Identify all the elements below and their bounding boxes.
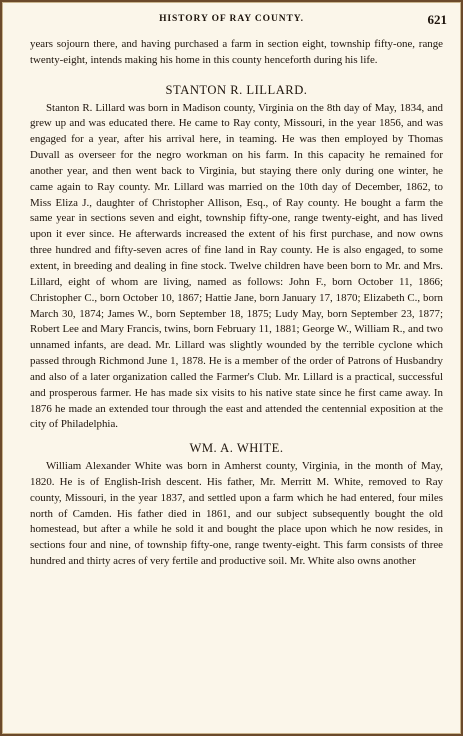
- section-body-wm-white: William Alexander White was born in Amherst county, Virginia, in the month of May, 1820. He is of English-Irish descent. His father, Mr. Merritt M. White, removed to Ray county, Missouri, in the year 1837, and settled upon a farm which he had entered, four miles north of Camden. His father died in 1861, and our subject subsequently bought the old homestead, but after a while he sold it and bought the place upon which he now resides, in sections four and nine, of township fifty-one, range twenty-eight. This farm consists of three hundred and thirty acres of very fertile and productive soil. Mr. White also owns another: [30, 460, 443, 568]
- page-body: [30, 37, 443, 570]
- page-header: [16, 14, 447, 30]
- running-head: HISTORY OF RAY COUNTY.: [159, 14, 304, 24]
- section-body-stanton-lillard: Stanton R. Lillard was born in Madison county, Virginia on the 8th day of May, 1834, and grew up and was educated there. He came to Ray conty, Missouri, in the year 1856, and was engaged for a year, after his arrival here, in teaming. He was then employed by Thomas Duvall as overseer for the negro workman on his farm. In this capacity he remained for another year, and then went back to Virginia, but staying there only during one winter, he came again to Ray county. Mr. Lillard was married on the 10th day of December, 1862, to Miss Eliza J., daughter of Christopher Allison, Esq., of Ray county. He bought a farm the same year in sections seven and eight, township fifty-one, range twenty-eight, and has lived upon it ever since. He afterwards increased the extent of his first purchase, and now owns three hundred and fifty-seven acres of fine land in Ray county. He is also engaged, to some extent, in breeding and dealing in fine stock. Twelve children have been born to Mr. and Mrs. Lillard, eight of whom are living, named as follows: John F., born October 11, 1866; Christopher C., born October 10, 1867; Hattie Jane, born January 17, 1870; Elizabeth C., born March 30, 1874; James W., born September 18, 1875; Ludy May, born September 23, 1877; Robert Lee and Mary Francis, twins, born February 11, 1881; George W., William R., and two unnamed infants, are dead. Mr. Lillard was slightly wounded by the terrible cyclone which passed through Richmond June 1, 1878. He is a member of the order of Patrons of Husbandry and also of a later organization called the Farmer's Club. Mr. Lillard is a practical, successful and prosperous farmer. He has made six visits to his native state since he first came away. In 1876 he made an extended tour through the east and attended the centennial exposition at the city of Philadelphia.: [30, 101, 443, 431]
- section-heading-wm-white: WM. A. WHITE.: [189, 441, 284, 456]
- page-number: 621: [427, 12, 447, 27]
- section-heading-stanton-lillard: STANTON R. LILLARD.: [165, 82, 308, 97]
- intro-paragraph: years sojourn there, and having purchased a farm in section eight, township fifty-one, range twenty-eight, intends making his home in this county henceforth during his life.: [30, 38, 443, 66]
